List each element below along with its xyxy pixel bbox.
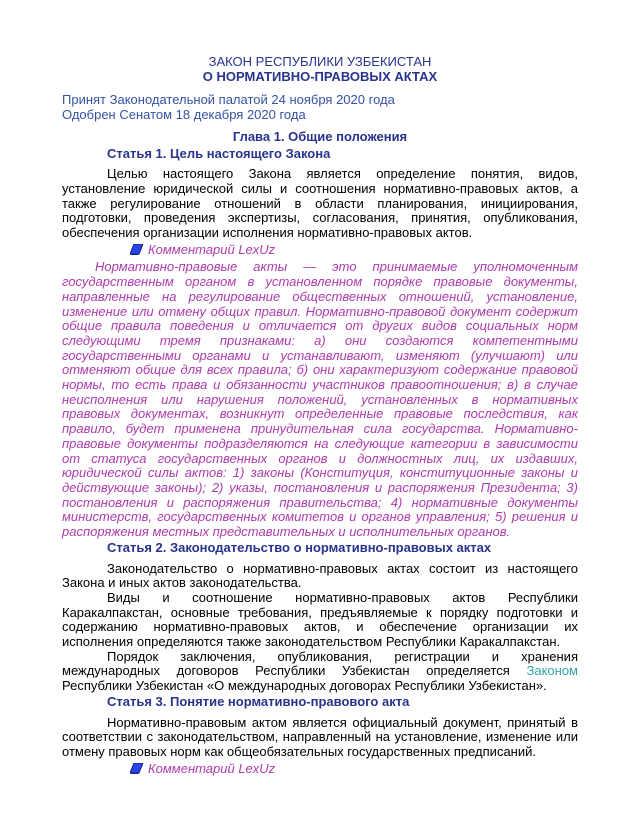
adopted-line: Принят Законодательной палатой 24 ноября 2020 года — [62, 92, 395, 108]
lexuz-comment-row — [130, 762, 578, 778]
chapter-1-heading: Глава 1. Общие положения — [232, 128, 408, 144]
law-subtitle: О НОРМАТИВНО-ПРАВОВЫХ АКТАХ — [202, 68, 438, 84]
law-title: ЗАКОН РЕСПУБЛИКИ УЗБЕКИСТАН — [208, 54, 432, 69]
lexuz-comment-link[interactable]: Комментарий LexUz — [148, 760, 276, 776]
law-reference-link[interactable]: Законом — [526, 663, 578, 679]
paragraph-text: Республики Узбекистан «О международных договорах Республики Узбекистан». — [62, 678, 547, 694]
article-1-heading: Статья 1. Цель настоящего Закона — [107, 145, 331, 161]
article-1-paragraph: Целью настоящего Закона является определение понятия, видов, установление юридической силы и соотношения нормативно-правовых актов, а также регулирование отношений в области планирования, инициирования, подготовки, проведения экспертизы, согласования, принятия, опубликования, обеспечения организации исполнения нормативно-правовых актов. — [62, 166, 578, 241]
article-3-heading: Статья 3. Понятие нормативно-правового акта — [107, 693, 410, 709]
article-2-heading: Статья 2. Законодательство о нормативно-правовых актах — [107, 539, 492, 555]
article-3-paragraph: Нормативно-правовым актом является официальный документ, принятый в соответствии с законодательством, направленный на установление, изменение или отмену правовых норм как общеобязательных государственных предписаний. — [62, 714, 578, 759]
article-2-paragraph-1: Законодательство о нормативно-правовых актах состоит из настоящего Закона и иных актов законодательства. — [62, 560, 578, 591]
lexuz-comment-text: Нормативно-правовые акты — это принимаемые уполномоченным государственным органом в установленном порядке правовые документы, направленные на регулирование общественных отношений, установление, изменение или отмену общих правил. Нормативно-правовой документ содержит общие правила поведения и отличается от других видов социальных норм следующими тремя признаками: а) они создаются компетентными государственными органами и устанавливают, изменяют (улучшают) или отменяют общие для всех правила; б) они характеризуют содержание правовой нормы, то есть права и обязанности участников правоотношения; в) в случае неисполнения или нарушения положений, установленных в нормативных правовых документах, возникнут определенные правовые последствия, как правило, будет применена принудительная сила государства. Нормативно-правовые документы подразделяются на следующие категории в зависимости от статуса государственных органов и должностных лиц, их издавших, юридической силы актов: 1) законы (Конституция, конституционные законы и действующие законы); 2) указы, постановления и распоряжения Президента; 3) постановления и распоряжения правительства; 4) нормативные документы министерств, государственных комитетов и органов управления; 5) решения и распоряжения местных представительных и исполнительных органов. — [62, 259, 578, 540]
law-title-block — [62, 55, 578, 84]
article-2-paragraph-3 — [62, 650, 578, 694]
lexuz-comment-link[interactable]: Комментарий LexUz — [148, 241, 276, 257]
lexuz-comment-row — [130, 243, 578, 259]
approved-line: Одобрен Сенатом 18 декабря 2020 года — [62, 107, 306, 123]
lexuz-comment-icon[interactable] — [130, 244, 143, 259]
article-2-paragraph-2: Виды и соотношение нормативно-правовых актов Республики Каракалпакстан, основные требования, предъявляемые к порядку подготовки и содержанию нормативно-правовых актов, и обеспечение организации их исполнения определяются также законодательством Республики Каракалпакстан. — [62, 589, 578, 650]
paragraph-text: Порядок заключения, опубликования, регистрации и хранения международных договоров Республики Узбекистан определяется — [62, 648, 578, 679]
lexuz-comment-icon[interactable] — [130, 763, 143, 778]
adoption-info — [62, 93, 578, 122]
